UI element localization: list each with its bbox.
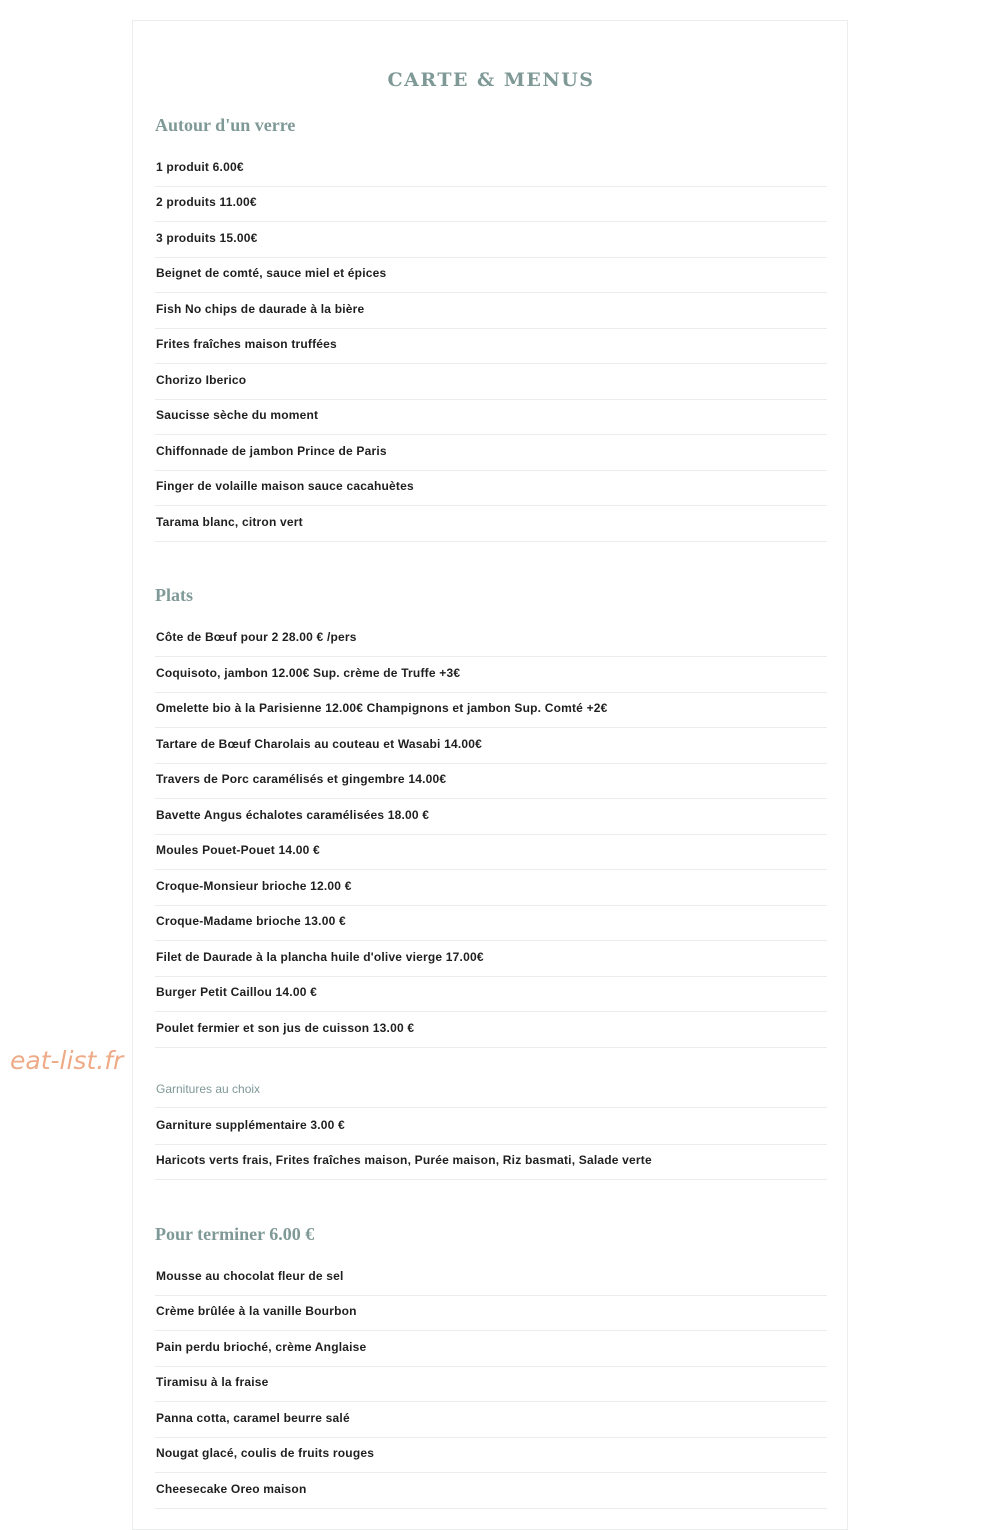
menu-item-label: Beignet de comté, sauce miel et épices	[156, 266, 387, 280]
menu-item-label: 2 produits 11.00€	[156, 195, 257, 209]
menu-item	[155, 870, 827, 906]
menu-item-label: Garniture supplémentaire 3.00 €	[156, 1118, 345, 1132]
menu-item	[155, 692, 827, 728]
menu-item	[155, 905, 827, 941]
menu-item-label: Frites fraîches maison truffées	[156, 337, 337, 351]
menu-item-label: Coquisoto, jambon 12.00€ Sup. crème de Truffe +3€	[156, 666, 461, 680]
menu-item	[155, 1331, 827, 1367]
menu-item-label: Chorizo Iberico	[156, 373, 247, 387]
menu-item-label: Tartare de Bœuf Charolais au couteau et Wasabi 14.00€	[156, 737, 483, 751]
section-title-autour-dun-verre: Autour d'un verre	[155, 115, 296, 135]
menu-item-label: Cheesecake Oreo maison	[156, 1482, 307, 1496]
menu-item-label: Saucisse sèche du moment	[156, 408, 319, 422]
menu-item-label: Côte de Bœuf pour 2 28.00 € /pers	[156, 630, 357, 644]
page-title: CARTE & MENUS	[387, 69, 595, 91]
menu-item	[155, 1473, 827, 1509]
menu-item	[155, 399, 827, 435]
menu-item	[155, 657, 827, 693]
menu-item	[155, 1260, 827, 1296]
section-title-plats: Plats	[155, 585, 193, 605]
watermark-text: eat-list.fr	[10, 1046, 124, 1075]
menu-item	[155, 1144, 827, 1180]
section-title-pour-terminer: Pour terminer 6.00 €	[155, 1224, 315, 1244]
menu-item	[155, 293, 827, 329]
menu-item-label: Moules Pouet-Pouet 14.00 €	[156, 843, 320, 857]
menu-item	[155, 364, 827, 400]
menu-item-label: Omelette bio à la Parisienne 12.00€ Champignons et jambon Sup. Comté +2€	[156, 701, 608, 715]
menu-item	[155, 151, 827, 187]
menu-item	[155, 1109, 827, 1145]
menu-item	[155, 1402, 827, 1438]
menu-item	[155, 328, 827, 364]
menu-item	[155, 506, 827, 542]
menu-item-label: Panna cotta, caramel beurre salé	[156, 1411, 350, 1425]
menu-item-label: Fish No chips de daurade à la bière	[156, 302, 365, 316]
menu-item-label: Crème brûlée à la vanille Bourbon	[156, 1304, 357, 1318]
menu-item-label: Nougat glacé, coulis de fruits rouges	[156, 1446, 375, 1460]
menu-item-label: Burger Petit Caillou 14.00 €	[156, 985, 317, 999]
menu-card	[132, 20, 848, 1530]
menu-item	[155, 1012, 827, 1048]
menu-item-label: Travers de Porc caramélisés et gingembre 14.00€	[156, 772, 447, 786]
menu-item	[155, 222, 827, 258]
menu-item	[155, 763, 827, 799]
menu-item-label: Filet de Daurade à la plancha huile d'olive vierge 17.00€	[156, 950, 484, 964]
menu-item	[155, 834, 827, 870]
menu-item-label: Tarama blanc, citron vert	[156, 515, 303, 529]
menu-item-label: Croque-Madame brioche 13.00 €	[156, 914, 346, 928]
menu-item-label: 3 produits 15.00€	[156, 231, 258, 245]
menu-item-label: Mousse au chocolat fleur de sel	[156, 1269, 344, 1283]
menu-item	[155, 1366, 827, 1402]
menu-item	[155, 976, 827, 1012]
menu-item-label: Pain perdu brioché, crème Anglaise	[156, 1340, 367, 1354]
menu-item	[155, 941, 827, 977]
menu-item	[155, 1295, 827, 1331]
menu-item-label: 1 produit 6.00€	[156, 160, 244, 174]
menu-item-label: Tiramisu à la fraise	[156, 1375, 269, 1389]
menu-item	[155, 799, 827, 835]
menu-item-label: Chiffonnade de jambon Prince de Paris	[156, 444, 387, 458]
menu-item-label: Haricots verts frais, Frites fraîches maison, Purée maison, Riz basmati, Salade verte	[156, 1153, 652, 1167]
menu-item	[155, 257, 827, 293]
subsection-title-garnitures: Garnitures au choix	[156, 1082, 261, 1096]
subsection-header-row	[155, 1072, 827, 1108]
menu-item	[155, 470, 827, 506]
menu-item-label: Croque-Monsieur brioche 12.00 €	[156, 879, 352, 893]
menu-item-label: Bavette Angus échalotes caramélisées 18.00 €	[156, 808, 430, 822]
menu-item	[155, 621, 827, 657]
menu-item-label: Poulet fermier et son jus de cuisson 13.00 €	[156, 1021, 415, 1035]
menu-item-label: Finger de volaille maison sauce cacahuètes	[156, 479, 414, 493]
menu-item	[155, 186, 827, 222]
menu-item	[155, 435, 827, 471]
menu-item	[155, 728, 827, 764]
menu-item	[155, 1437, 827, 1473]
